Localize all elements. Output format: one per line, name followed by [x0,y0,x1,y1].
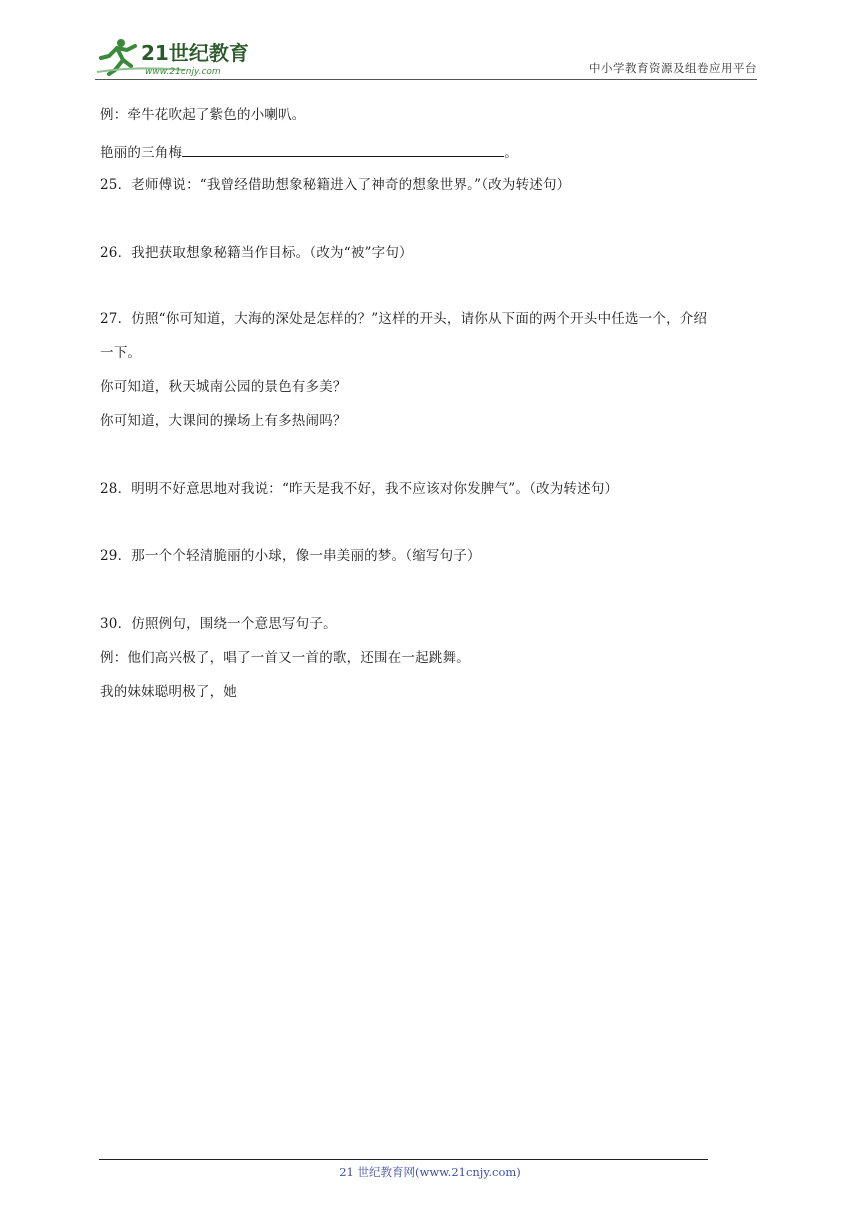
question-27-continued: 一下。 [100,345,142,361]
question-26: 26．我把获取想象秘籍当作目标。（改为“被”字句） [100,245,413,261]
page-header [95,36,757,80]
question-30-example: 例：他们高兴极了，唱了一首又一首的歌，还围在一起跳舞。 [100,650,470,666]
question-27: 27．仿照“你可知道，大海的深处是怎样的？”这样的开头，请你从下面的两个开头中任选一个，介绍 [100,311,708,327]
answer-blank[interactable] [182,142,504,157]
fill-blank-prefix: 艳丽的三角梅 [100,145,183,161]
fill-blank-line [100,142,518,163]
footer-site-link[interactable]: 21 世纪教育网(www.21cnjy.com) [339,1165,521,1179]
question-27-option-2: 你可知道，大课间的操场上有多热闹吗？ [100,413,347,429]
svg-text:www.21cnjy.com: www.21cnjy.com [145,67,221,77]
question-29: 29．那一个个轻清脆丽的小球，像一串美丽的梦。（缩写句子） [100,548,481,564]
question-30-prompt: 我的妹妹聪明极了，她 [100,684,237,700]
site-logo [95,36,265,78]
header-divider [95,79,757,80]
svg-text:21世纪教育: 21世纪教育 [141,41,249,65]
example-line: 例：牵牛花吹起了紫色的小喇叭。 [100,107,306,123]
question-28: 28．明明不好意思地对我说：“昨天是我不好，我不应该对你发脾气”。（改为转述句） [100,481,619,497]
fill-blank-suffix: 。 [504,145,518,161]
platform-name: 中小学教育资源及组卷应用平台 [589,61,757,75]
question-27-option-1: 你可知道，秋天城南公园的景色有多美？ [100,379,347,395]
question-30: 30．仿照例句，围绕一个意思写句子。 [100,616,337,632]
runner-logo-icon [95,36,265,78]
question-25: 25．老师傅说：“我曾经借助想象秘籍进入了神奇的想象世界。”（改为转述句） [100,177,571,193]
footer-divider [99,1159,708,1160]
